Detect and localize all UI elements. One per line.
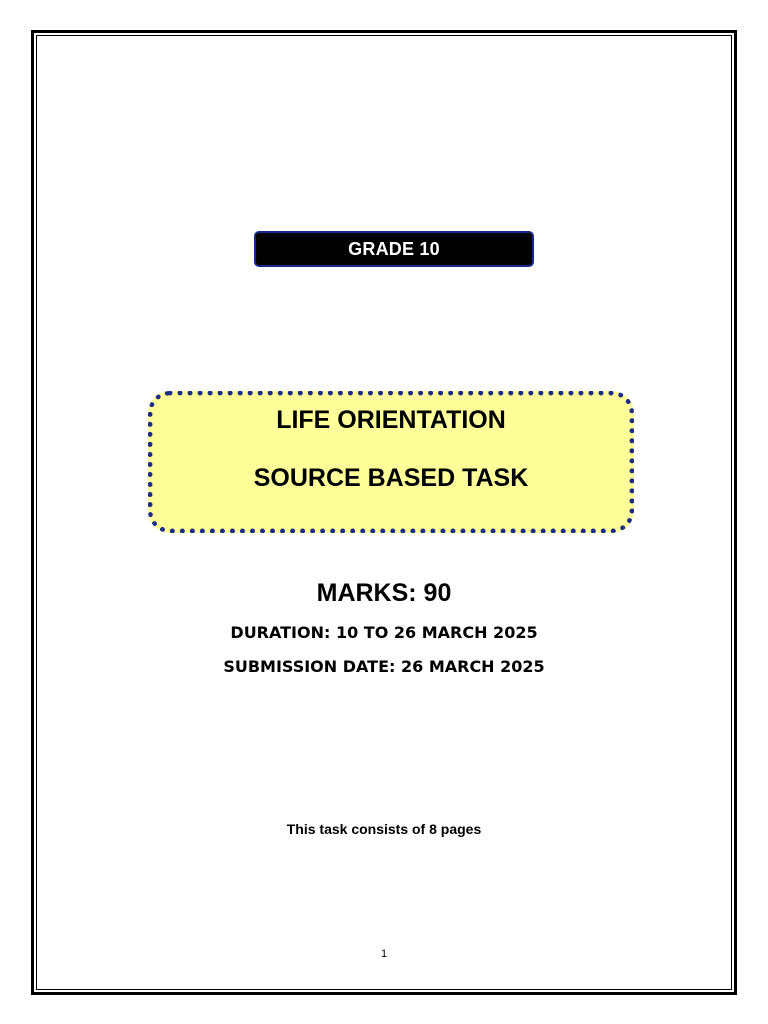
subject-title: LIFE ORIENTATION <box>276 406 506 434</box>
task-title: SOURCE BASED TASK <box>253 464 529 492</box>
grade-banner <box>254 231 534 267</box>
duration-line: DURATION: 10 TO 26 MARCH 2025 <box>230 623 538 642</box>
page-number: 1 <box>380 948 388 960</box>
marks-heading: MARKS: 90 <box>316 579 452 607</box>
grade-label: GRADE 10 <box>348 238 440 259</box>
pages-note: This task consists of 8 pages <box>286 821 482 837</box>
submission-date-line: SUBMISSION DATE: 26 MARCH 2025 <box>223 657 545 676</box>
title-box <box>148 391 634 533</box>
